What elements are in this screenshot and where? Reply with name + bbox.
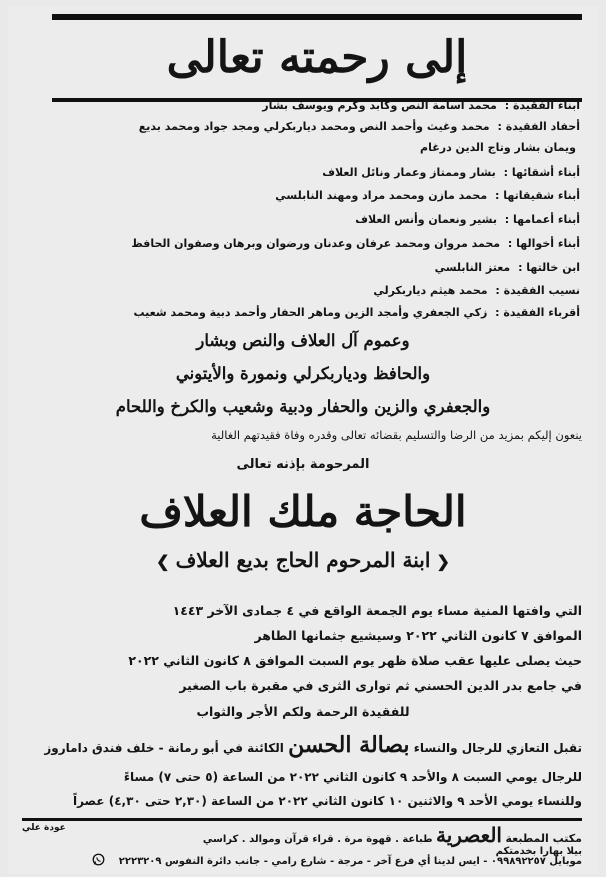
- details-line: التي وافتها المنية مساء يوم الجمعة الواقع في ٤ جمادى الآخر ١٤٤٣: [172, 603, 582, 618]
- relatives-line: أحفاد الفقيدة : محمد وغيث وأحمد النص ومحمد دياربكرلي ومجد جواد ومحمد بديع: [138, 120, 580, 133]
- header-banner: [52, 14, 582, 102]
- daughter-of-line: ❮ابنة المرحوم الحاج بديع العلاف❯: [156, 548, 450, 572]
- families-line: والجعفري والزين والحفار ودبية وشعيب والكرخ واللحام: [115, 397, 491, 416]
- press-motto: بيلا بهارا بخدمتكم: [495, 846, 582, 857]
- ornament-bracket: ❯: [156, 552, 170, 571]
- details-line: حيث يصلى عليها عقب صلاة ظهر يوم السبت الموافق ٨ كانون الثاني ٢٠٢٢: [128, 653, 582, 668]
- condolence-men-hours: للرجال يومي السبت ٨ والأحد ٩ كانون الثاني ٢٠٢٢ من الساعة (٥ حتى ٧) مساءً: [123, 770, 582, 784]
- press-footer: [22, 818, 582, 869]
- details-closing: للفقيدة الرحمة ولكم الأجر والثواب: [196, 704, 410, 719]
- intro-text: ينعون إليكم بمزيد من الرضا والتسليم بقضائه تعالى وقدره وفاة فقيدتهم الغالية: [211, 428, 582, 442]
- families-line: والحافظ ودياربكرلي ونمورة والأيتوني: [175, 364, 431, 383]
- relatives-line: ويمان بشار وتاج الدين درغام: [420, 141, 576, 154]
- relatives-line: أبناء شقيقاتها : محمد مازن ومحمد مراد ومهند النابلسي: [275, 189, 580, 202]
- relatives-line: نسيب الفقيدة : محمد هيثم دياربكرلي: [373, 284, 580, 297]
- relatives-line: أبناء أخوالها : محمد مروان ومحمد عرفان وعدنان ورضوان وبرهان وصفوان الحافظ: [131, 237, 580, 250]
- details-line: الموافق ٧ كانون الثاني ٢٠٢٢ وسيشيع جثمانها الطاهر: [254, 628, 582, 643]
- press-contact: موبايل ٠٩٩٨٩٢٢٥٧ - ايس لدينا أي فرع آخر - مرجة - شارع رامي - جانب دائرة النفوس ٢٢٢٣٢٠٩: [118, 856, 582, 867]
- relatives-line: أبناء أعمامها : بشير ونعمان وأنس العلاف: [355, 213, 580, 226]
- header-title: إلى رحمته تعالى: [166, 32, 468, 83]
- press-line: مكتب المطبعة العصرية طباعة . قهوة مرة . قراء قرآن وموالد . كراسي: [202, 823, 582, 847]
- deceased-honorific: المرحومة بإذنه تعالى: [236, 457, 370, 472]
- condolence-women-hours: وللنساء يومي الأحد ٩ والاثنين ١٠ كانون الثاني ٢٠٢٢ من الساعة (٢,٣٠ حتى ٤,٣٠) عصراً: [72, 794, 582, 808]
- press-tag: عودة علي: [22, 823, 66, 833]
- ornament-bracket: ❮: [436, 552, 450, 571]
- whatsapp-icon: [92, 853, 105, 866]
- relatives-line: ابن خالتها : معتز النابلسي: [434, 261, 580, 274]
- deceased-name: الحاجة ملك العلاف: [139, 487, 467, 536]
- press-name: العصرية: [436, 823, 502, 847]
- details-line: في جامع بدر الدين الحسني ثم توارى الثرى في مقبرة باب الصغير: [179, 678, 582, 693]
- relatives-line: أبناء أشقائها : بشار وممتاز وعمار ونائل العلاف: [322, 166, 580, 179]
- relatives-line: أقرباء الفقيدة : زكي الجعفري وأمجد الزين وماهر الحفار وأحمد دبية ومحمد شعيب: [133, 306, 580, 319]
- condolence-venue: تقبل التعازي للرجال والنساء بصالة الحسن الكائنة في أبو رمانة - خلف فندق داماروز: [44, 732, 582, 758]
- families-line: وعموم آل العلاف والنص وبشار: [196, 331, 410, 350]
- hall-name: بصالة الحسن: [288, 732, 410, 758]
- relatives-line: أبناء الفقيدة : محمد أسامة النص وكابد وكرم ويوسف بشار: [262, 99, 580, 112]
